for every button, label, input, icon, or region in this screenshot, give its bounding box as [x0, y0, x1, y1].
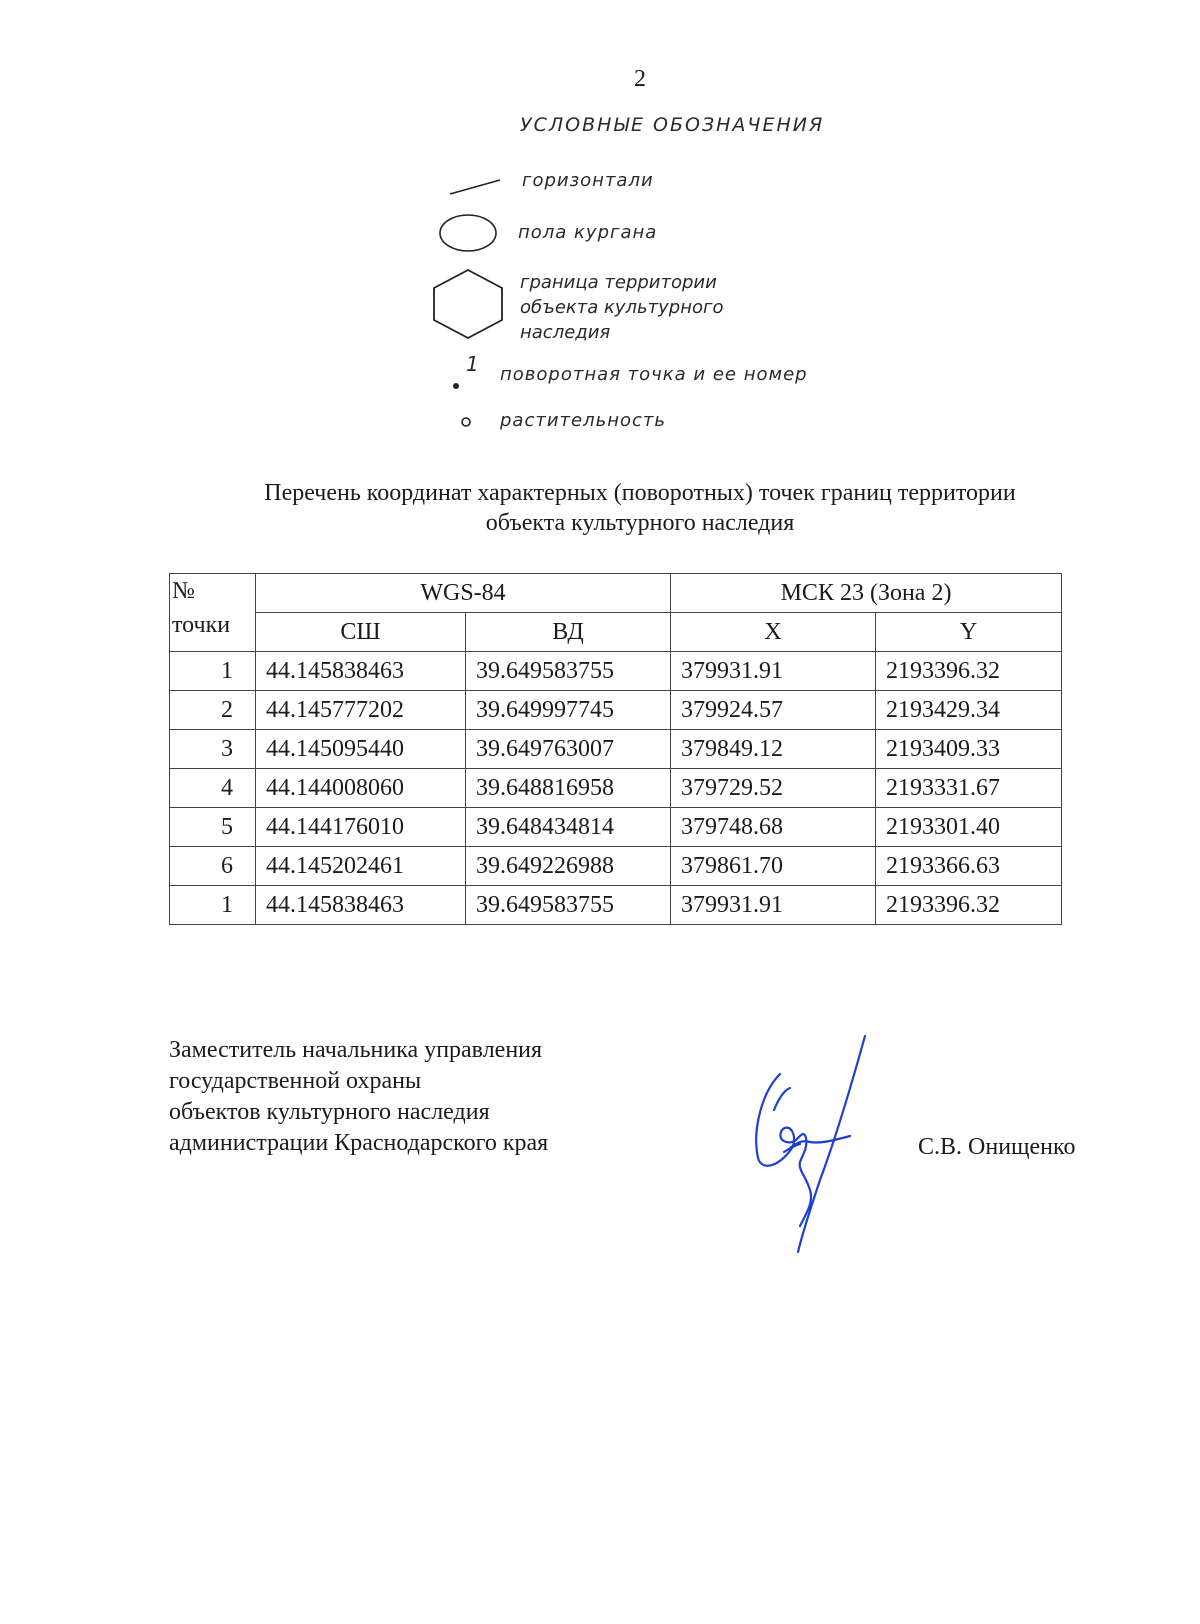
small-circle-icon: [458, 414, 474, 430]
cell-x: 379861.70: [671, 847, 876, 886]
cell-y: 2193429.34: [876, 691, 1062, 730]
cell-latitude: 44.145838463: [256, 652, 466, 691]
table-row: [170, 886, 1062, 925]
header-latitude: СШ: [256, 613, 466, 652]
cell-longitude: 39.649997745: [466, 691, 671, 730]
header-msk23: МСК 23 (Зона 2): [671, 574, 1062, 613]
cell-longitude: 39.649226988: [466, 847, 671, 886]
table-row: [170, 691, 1062, 730]
table-row: [170, 652, 1062, 691]
header-x: X: [671, 613, 876, 652]
header-wgs84: WGS-84: [256, 574, 671, 613]
table-header-row-2: [170, 613, 1062, 652]
table-row: [170, 808, 1062, 847]
cell-x: 379729.52: [671, 769, 876, 808]
cell-x: 379924.57: [671, 691, 876, 730]
cell-point-number: 2: [170, 691, 256, 730]
signatory-position: Заместитель начальника управления государственной охраны объектов культурного наследия администрации Краснодарского края: [169, 1037, 549, 1156]
legend-label-turning-point: поворотная точка и ее номер: [500, 364, 808, 385]
document-title: Перечень координат характерных (поворотных) точек границ территории объекта культурного наследия: [264, 480, 1016, 536]
legend-label-vegetation: растительность: [500, 410, 666, 431]
cell-y: 2193396.32: [876, 652, 1062, 691]
cell-latitude: 44.145838463: [256, 886, 466, 925]
cell-longitude: 39.649583755: [466, 652, 671, 691]
header-y: Y: [876, 613, 1062, 652]
page-number: 2: [634, 66, 646, 92]
cell-point-number: 1: [170, 886, 256, 925]
signatory-name: С.В. Онищенко: [918, 1134, 1076, 1160]
table-row: [170, 769, 1062, 808]
hexagon-icon: [430, 268, 506, 340]
cell-latitude: 44.145777202: [256, 691, 466, 730]
turning-point-marker: 1: [466, 352, 480, 376]
cell-point-number: 6: [170, 847, 256, 886]
legend-label-mound: пола кургана: [518, 222, 658, 243]
cell-longitude: 39.649763007: [466, 730, 671, 769]
cell-y: 2193366.63: [876, 847, 1062, 886]
cell-point-number: 4: [170, 769, 256, 808]
legend-title: УСЛОВНЫЕ ОБОЗНАЧЕНИЯ: [520, 114, 825, 136]
cell-longitude: 39.648816958: [466, 769, 671, 808]
table-row: [170, 730, 1062, 769]
handwritten-signature: [740, 1030, 880, 1260]
cell-point-number: 3: [170, 730, 256, 769]
cell-y: 2193331.67: [876, 769, 1062, 808]
legend-label-boundary: граница территории объекта культурного наследия: [520, 272, 724, 343]
cell-x: 379748.68: [671, 808, 876, 847]
header-longitude: ВД: [466, 613, 671, 652]
cell-longitude: 39.648434814: [466, 808, 671, 847]
cell-latitude: 44.144176010: [256, 808, 466, 847]
cell-x: 379931.91: [671, 652, 876, 691]
cell-latitude: 44.144008060: [256, 769, 466, 808]
ellipse-icon: [438, 212, 500, 254]
cell-latitude: 44.145202461: [256, 847, 466, 886]
cell-point-number: 1: [170, 652, 256, 691]
cell-y: 2193301.40: [876, 808, 1062, 847]
cell-latitude: 44.145095440: [256, 730, 466, 769]
table-row: [170, 847, 1062, 886]
coordinates-table: [169, 573, 1062, 925]
contour-line-icon: [448, 176, 504, 198]
table-header-row-1: [170, 574, 1062, 613]
cell-point-number: 5: [170, 808, 256, 847]
cell-y: 2193409.33: [876, 730, 1062, 769]
legend-label-contours: горизонтали: [522, 170, 654, 191]
cell-longitude: 39.649583755: [466, 886, 671, 925]
cell-y: 2193396.32: [876, 886, 1062, 925]
cell-x: 379849.12: [671, 730, 876, 769]
header-point-number: № точки: [170, 574, 256, 652]
cell-x: 379931.91: [671, 886, 876, 925]
